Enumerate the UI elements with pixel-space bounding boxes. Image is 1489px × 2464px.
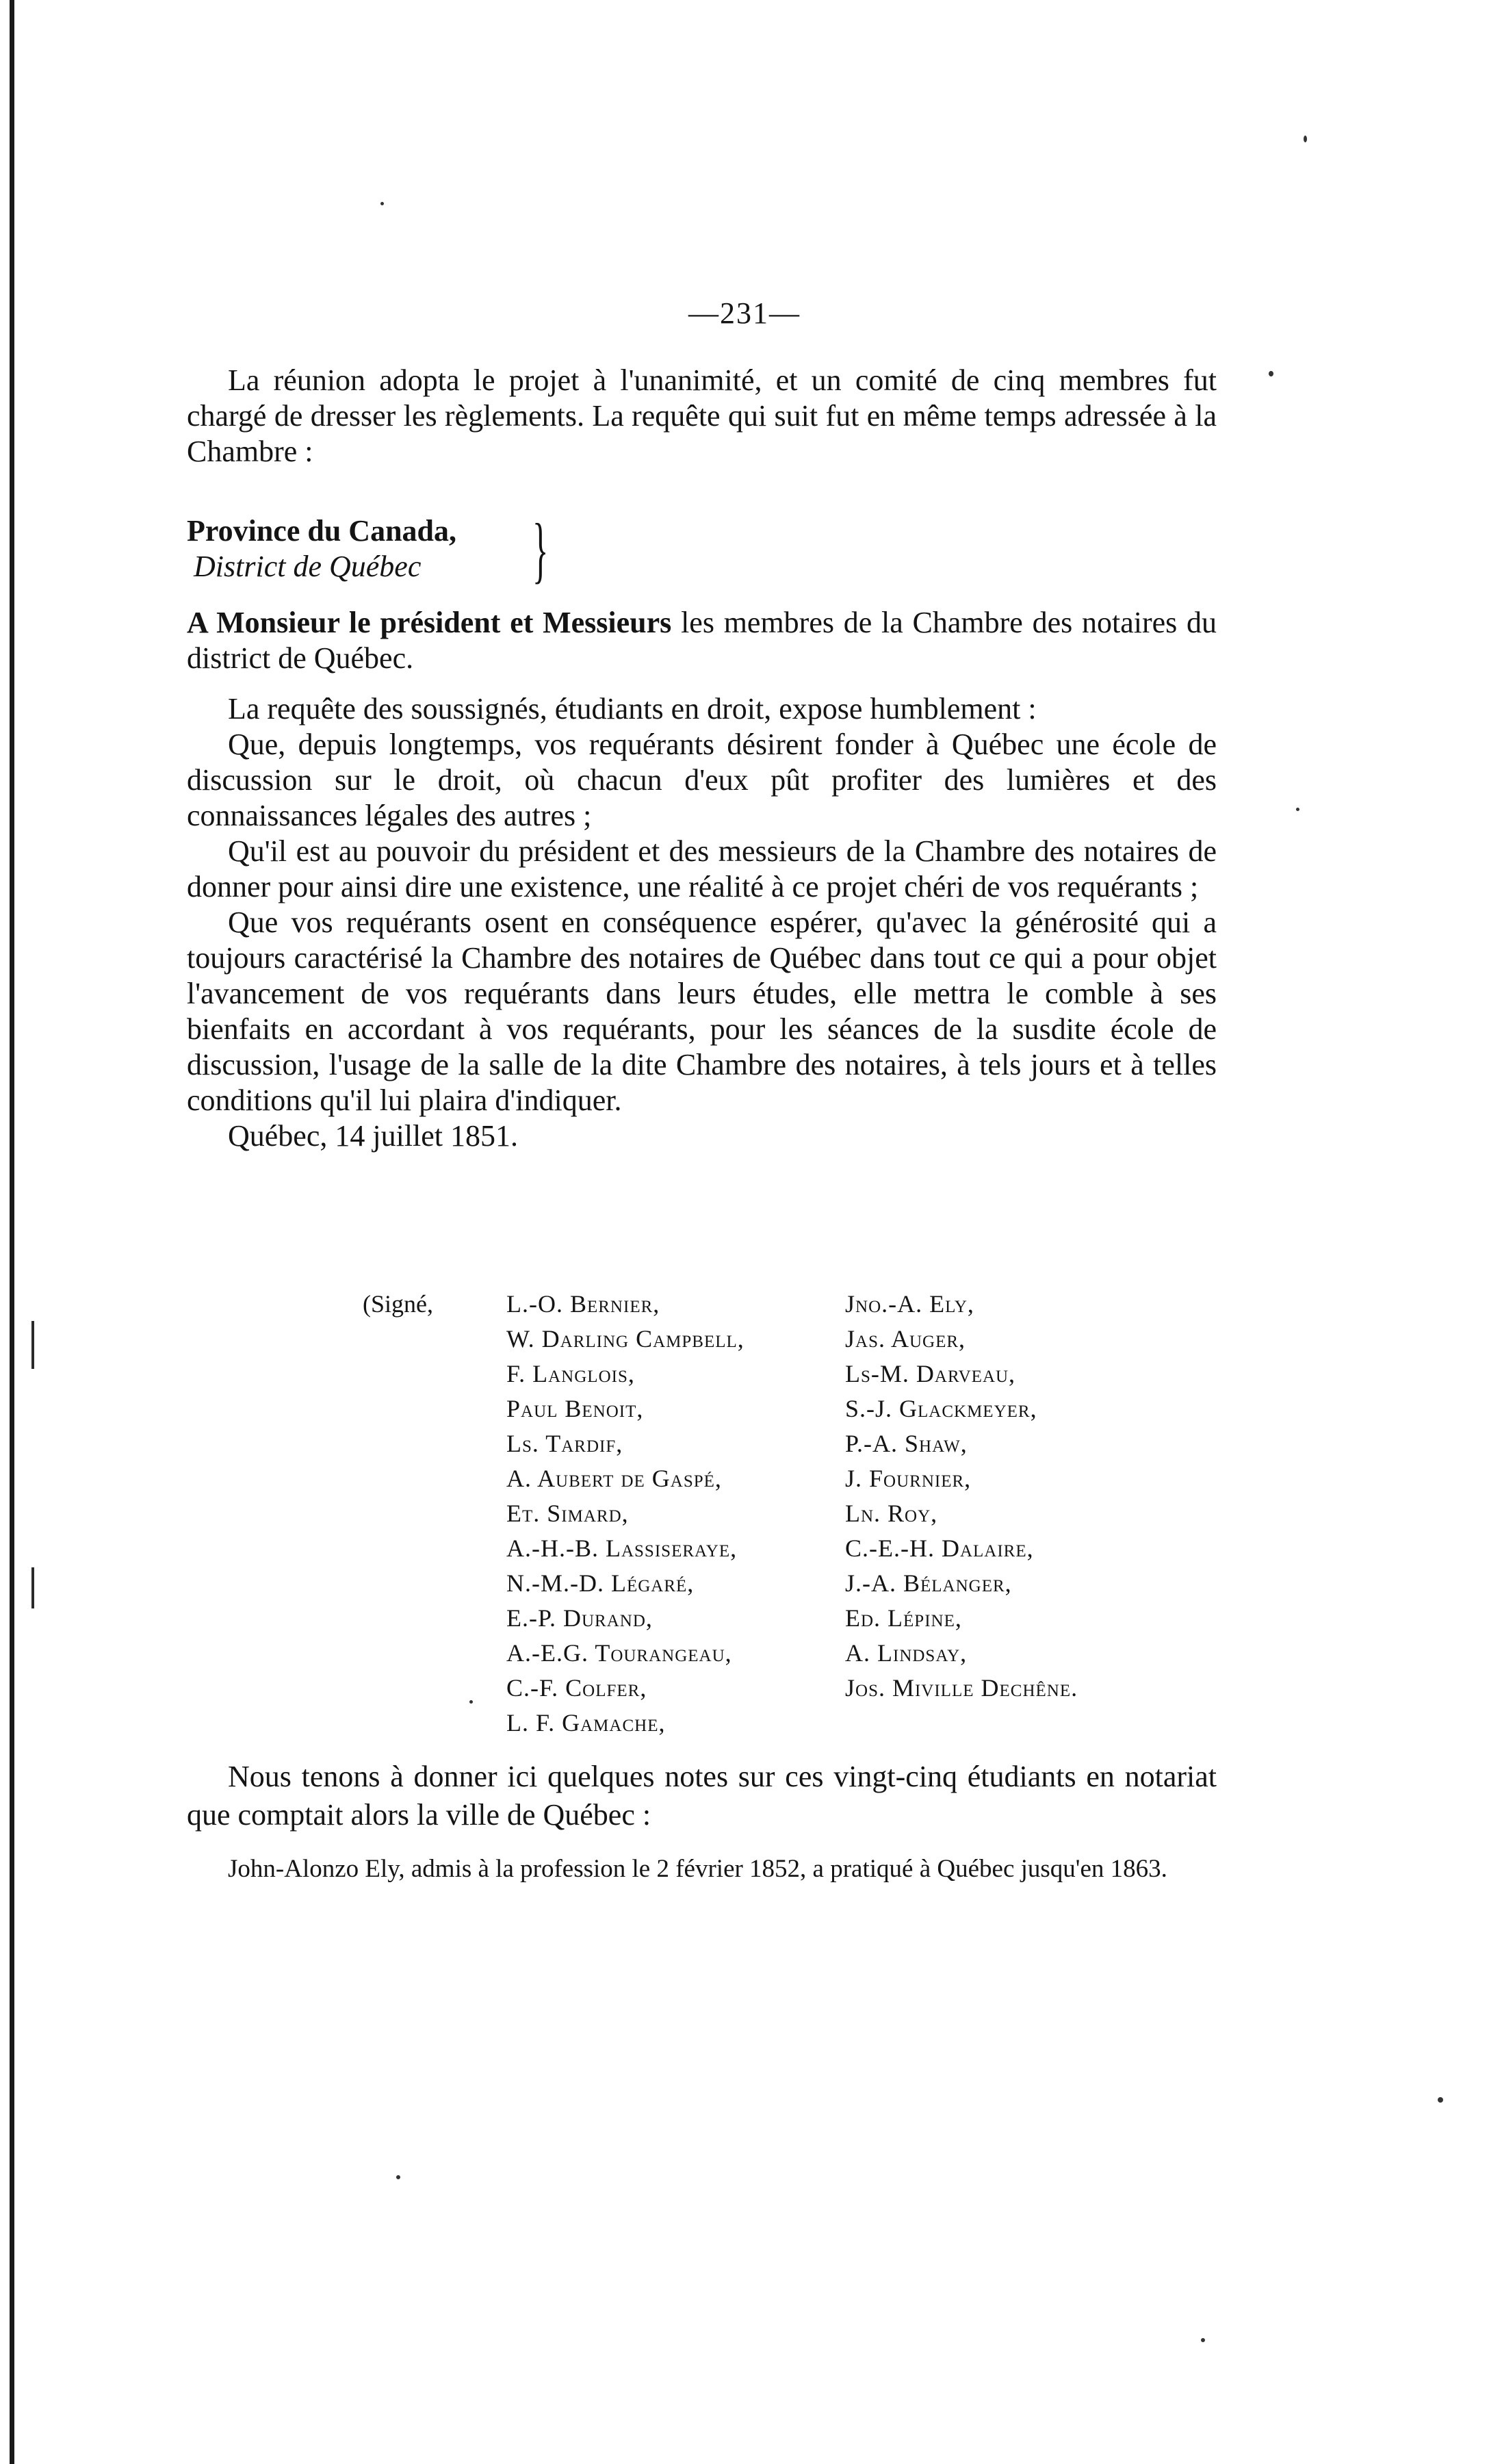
salutation-lead: A Monsieur le président et Messieurs <box>187 606 672 639</box>
salutation-rest: les membres de la Chambre des notaires du district de Québec. <box>187 606 1217 675</box>
signatory-name: Jas. Auger, <box>845 1325 966 1352</box>
signature-column-right <box>845 1287 1078 1706</box>
scan-speck <box>469 1700 473 1704</box>
note-text: John-Alonzo Ely, admis à la profession le 2 février 1852, a pratiqué à Québec jusqu'en 1863. <box>228 1855 1167 1883</box>
signatory-name: Jno.-A. Ely, <box>845 1290 974 1318</box>
address-line-district: District de Québec <box>194 550 422 583</box>
signatory-name: S.-J. Glackmeyer, <box>845 1395 1037 1422</box>
signatory-name: F. Langlois, <box>506 1360 635 1387</box>
signature-column-left <box>506 1287 744 1741</box>
scan-speck <box>1438 2097 1443 2103</box>
scan-speck <box>380 202 384 205</box>
signatory-name: J. Fournier, <box>845 1465 972 1492</box>
scan-margin-mark <box>31 1321 34 1369</box>
page-number: —231— <box>688 296 801 330</box>
signatory-name: N.-M.-D. Légaré, <box>506 1569 695 1597</box>
signatory-name: Ls. Tardif, <box>506 1430 623 1457</box>
closing-text: Nous tenons à donner ici quelques notes sur ces vingt-cinq étudiants en notariat que comptait alors la ville de Québec : <box>187 1760 1217 1832</box>
signatory-name: J.-A. Bélanger, <box>845 1569 1012 1597</box>
scan-speck <box>1269 371 1273 376</box>
scan-speck <box>1201 2338 1205 2342</box>
opening-paragraph <box>187 363 1217 470</box>
scan-binding-edge <box>10 0 14 2464</box>
address-line-province: Province du Canada, <box>187 514 457 548</box>
scan-margin-mark <box>31 1567 34 1608</box>
signatory-name: Et. Simard, <box>506 1500 629 1527</box>
signatory-name: Ln. Roy, <box>845 1500 938 1527</box>
signatory-name: Paul Benoit, <box>506 1395 644 1422</box>
petition-paragraph: Qu'il est au pouvoir du président et des messieurs de la Chambre des notaires de donner pour ainsi dire une existence, une réalité à ce projet chéri de vos requérants ; <box>187 834 1217 903</box>
signatory-name: A.-E.G. Tourangeau, <box>506 1639 732 1667</box>
closing-paragraph <box>187 1758 1217 1834</box>
address-block <box>187 509 549 591</box>
signatory-name: P.-A. Shaw, <box>845 1430 968 1457</box>
signatory-name: W. Darling Campbell, <box>506 1325 744 1352</box>
signatory-name: A. Aubert de Gaspé, <box>506 1465 722 1492</box>
scan-speck <box>1296 808 1299 811</box>
signatory-name: L.-O. Bernier, <box>506 1290 660 1318</box>
scan-speck <box>1304 136 1307 142</box>
signatory-name: C.-F. Colfer, <box>506 1674 647 1702</box>
signature-label: (Signé, <box>363 1290 433 1318</box>
signatory-name: L. F. Gamache, <box>506 1709 666 1736</box>
signatory-name: A.-H.-B. Lassiseraye, <box>506 1535 738 1562</box>
petition-paragraph: Que vos requérants osent en conséquence espérer, qu'avec la générosité qui a toujours caractérisé la Chambre des notaires de Québec dans tout ce qui a pour objet l'avancement de vos requérants dans leurs études, elle mettra le comble à ses bienfaits en accordant à vos requérants, pour les séances de la susdite école de discussion, l'usage de la salle de la dite Chambre des notaires, à tels jours et à telles conditions qu'il lui plaira d'indiquer. <box>187 906 1217 1117</box>
signatory-name: C.-E.-H. Dalaire, <box>845 1535 1034 1562</box>
signatory-name: A. Lindsay, <box>845 1639 968 1667</box>
petition-body <box>187 691 1217 1154</box>
paragraph-text: La réunion adopta le projet à l'unanimité, et un comité de cinq membres fut chargé de dresser les règlements. La requête qui suit fut en même temps adressée à la Chambre : <box>187 363 1217 468</box>
scan-speck <box>396 2175 400 2179</box>
salutation <box>187 605 1217 676</box>
signatory-name: Jos. Miville Dechêne. <box>845 1674 1078 1702</box>
petition-date: Québec, 14 juillet 1851. <box>228 1119 519 1153</box>
footnote-entry <box>187 1852 1217 1886</box>
signatory-name: Ed. Lépine, <box>845 1604 962 1632</box>
signatory-name: E.-P. Durand, <box>506 1604 653 1632</box>
petition-intro: La requête des soussignés, étudiants en droit, expose humblement : <box>228 692 1037 726</box>
address-brace: } <box>532 509 549 591</box>
signatory-name: Ls-M. Darveau, <box>845 1360 1016 1387</box>
petition-paragraph: Que, depuis longtemps, vos requérants désirent fonder à Québec une école de discussion sur le droit, où chacun d'eux pût profiter des lumières et des connaissances légales des autres ; <box>187 728 1217 832</box>
